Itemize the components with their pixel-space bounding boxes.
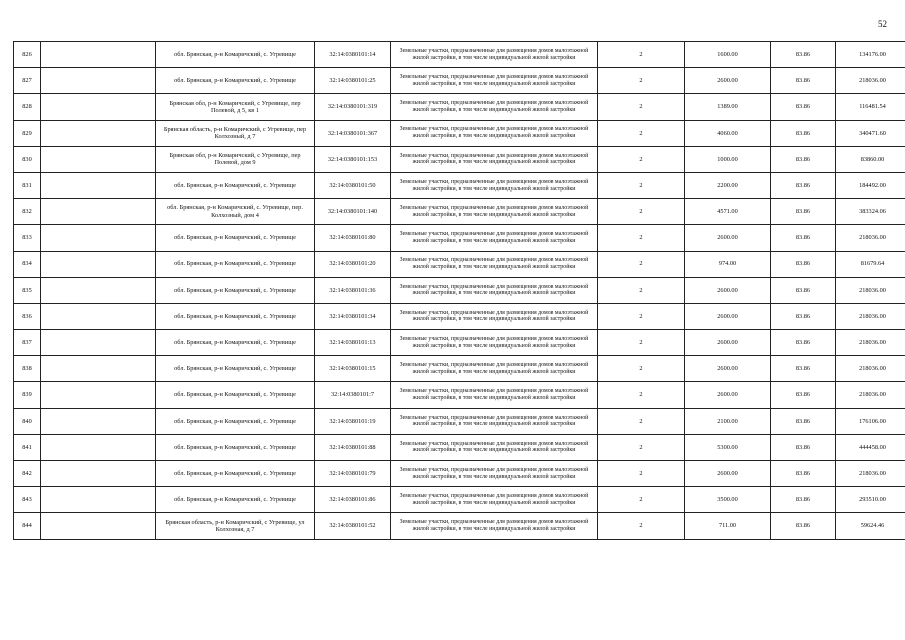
- value-cell: 218036.00: [836, 225, 905, 251]
- rate-cell: 83.86: [771, 330, 836, 356]
- rate-cell: 83.86: [771, 68, 836, 94]
- cadastral-number-cell: 32:14:0380101:80: [315, 225, 391, 251]
- address-cell: Брянская область, р-н Комаричский, с Угревище, пер Колхозный, д 7: [156, 120, 315, 146]
- row-number: 835: [14, 277, 41, 303]
- address-cell: обл. Брянская, р-н Комаричский, с. Угревище: [156, 382, 315, 408]
- row-number: 827: [14, 68, 41, 94]
- area-cell: 974.00: [685, 251, 771, 277]
- row-number: 826: [14, 42, 41, 68]
- land-use-cell: Земельные участки, предназначенные для размещения домов малоэтажной жилой застройки, в том числе индивидуальной жилой застройки: [391, 434, 598, 460]
- address-cell: обл. Брянская, р-н Комаричский, с. Угревище: [156, 42, 315, 68]
- table-row: [14, 356, 905, 382]
- cadastral-number-cell: 32:14:0380101:153: [315, 146, 391, 172]
- table-row: [14, 251, 905, 277]
- value-cell: 218036.00: [836, 330, 905, 356]
- cadastral-number-cell: 32:14:0380101:50: [315, 172, 391, 198]
- address-cell: обл. Брянская, р-н Комаричский, с. Угревище: [156, 356, 315, 382]
- table-row: [14, 330, 905, 356]
- value-cell: 444458.00: [836, 434, 905, 460]
- row-number: 831: [14, 172, 41, 198]
- address-cell: Брянская обл, р-н Комаричский, с Угревище, пер Полевой, дом 9: [156, 146, 315, 172]
- area-cell: 2600.00: [685, 382, 771, 408]
- value-cell: 116481.54: [836, 94, 905, 120]
- table-row: [14, 146, 905, 172]
- empty-cell: [41, 94, 156, 120]
- row-number: 842: [14, 461, 41, 487]
- table-row: [14, 434, 905, 460]
- rate-cell: 83.86: [771, 277, 836, 303]
- land-use-cell: Земельные участки, предназначенные для размещения домов малоэтажной жилой застройки, в том числе индивидуальной жилой застройки: [391, 120, 598, 146]
- empty-cell: [41, 434, 156, 460]
- row-number: 843: [14, 487, 41, 513]
- cadastral-number-cell: 32:14:0380101:19: [315, 408, 391, 434]
- land-use-cell: Земельные участки, предназначенные для размещения домов малоэтажной жилой застройки, в том числе индивидуальной жилой застройки: [391, 513, 598, 539]
- land-use-cell: Земельные участки, предназначенные для размещения домов малоэтажной жилой застройки, в том числе индивидуальной жилой застройки: [391, 42, 598, 68]
- value-cell: 218036.00: [836, 68, 905, 94]
- row-number: 841: [14, 434, 41, 460]
- area-cell: 1000.00: [685, 146, 771, 172]
- table-row: [14, 303, 905, 329]
- area-cell: 1600.00: [685, 42, 771, 68]
- category-cell: 2: [598, 225, 685, 251]
- land-use-cell: Земельные участки, предназначенные для размещения домов малоэтажной жилой застройки, в том числе индивидуальной жилой застройки: [391, 68, 598, 94]
- empty-cell: [41, 277, 156, 303]
- address-cell: обл. Брянская, р-н Комаричский, с. Угревище: [156, 277, 315, 303]
- area-cell: 2600.00: [685, 461, 771, 487]
- rate-cell: 83.86: [771, 461, 836, 487]
- category-cell: 2: [598, 172, 685, 198]
- land-use-cell: Земельные участки, предназначенные для размещения домов малоэтажной жилой застройки, в том числе индивидуальной жилой застройки: [391, 225, 598, 251]
- address-cell: обл. Брянская, р-н Комаричский, с. Угревище: [156, 68, 315, 94]
- value-cell: 184492.00: [836, 172, 905, 198]
- empty-cell: [41, 513, 156, 539]
- rate-cell: 83.86: [771, 487, 836, 513]
- empty-cell: [41, 172, 156, 198]
- cadastral-number-cell: 32:14:0380101:86: [315, 487, 391, 513]
- table-row: [14, 120, 905, 146]
- value-cell: 218036.00: [836, 277, 905, 303]
- area-cell: 2600.00: [685, 330, 771, 356]
- rate-cell: 83.86: [771, 120, 836, 146]
- area-cell: 2600.00: [685, 68, 771, 94]
- category-cell: 2: [598, 120, 685, 146]
- table-row: [14, 225, 905, 251]
- table-row: [14, 277, 905, 303]
- rate-cell: 83.86: [771, 251, 836, 277]
- cadastral-number-cell: 32:14:0380101:88: [315, 434, 391, 460]
- area-cell: 2600.00: [685, 225, 771, 251]
- land-use-cell: Земельные участки, предназначенные для размещения домов малоэтажной жилой застройки, в том числе индивидуальной жилой застройки: [391, 487, 598, 513]
- address-cell: обл. Брянская, р-н Комаричский, с. Угревище: [156, 461, 315, 487]
- land-use-cell: Земельные участки, предназначенные для размещения домов малоэтажной жилой застройки, в том числе индивидуальной жилой застройки: [391, 277, 598, 303]
- category-cell: 2: [598, 42, 685, 68]
- empty-cell: [41, 356, 156, 382]
- table-row: [14, 172, 905, 198]
- value-cell: 218036.00: [836, 356, 905, 382]
- category-cell: 2: [598, 68, 685, 94]
- land-use-cell: Земельные участки, предназначенные для размещения домов малоэтажной жилой застройки, в том числе индивидуальной жилой застройки: [391, 356, 598, 382]
- row-number: 828: [14, 94, 41, 120]
- empty-cell: [41, 487, 156, 513]
- rate-cell: 83.86: [771, 199, 836, 225]
- category-cell: 2: [598, 487, 685, 513]
- value-cell: 383324.06: [836, 199, 905, 225]
- cadastral-number-cell: 32:14:0380101:13: [315, 330, 391, 356]
- value-cell: 83860.00: [836, 146, 905, 172]
- area-cell: 5300.00: [685, 434, 771, 460]
- area-cell: 2600.00: [685, 277, 771, 303]
- address-cell: обл. Брянская, р-н Комаричский, с. Угревище: [156, 251, 315, 277]
- row-number: 836: [14, 303, 41, 329]
- rate-cell: 83.86: [771, 225, 836, 251]
- row-number: 839: [14, 382, 41, 408]
- cadastral-number-cell: 32:14:0380101:36: [315, 277, 391, 303]
- rate-cell: 83.86: [771, 356, 836, 382]
- address-cell: обл. Брянская, р-н Комаричский, с. Угревище: [156, 487, 315, 513]
- area-cell: 1389.00: [685, 94, 771, 120]
- rate-cell: 83.86: [771, 513, 836, 539]
- rate-cell: 83.86: [771, 408, 836, 434]
- rate-cell: 83.86: [771, 94, 836, 120]
- value-cell: 293510.00: [836, 487, 905, 513]
- land-use-cell: Земельные участки, предназначенные для размещения домов малоэтажной жилой застройки, в том числе индивидуальной жилой застройки: [391, 303, 598, 329]
- category-cell: 2: [598, 94, 685, 120]
- area-cell: 2600.00: [685, 303, 771, 329]
- row-number: 829: [14, 120, 41, 146]
- page-number: 52: [878, 19, 887, 29]
- table-row: [14, 68, 905, 94]
- category-cell: 2: [598, 277, 685, 303]
- cadastral-number-cell: 32:14:0380101:367: [315, 120, 391, 146]
- empty-cell: [41, 225, 156, 251]
- table-row: [14, 42, 905, 68]
- area-cell: 2100.00: [685, 408, 771, 434]
- category-cell: 2: [598, 461, 685, 487]
- address-cell: обл. Брянская, р-н Комаричский, с. Угревище: [156, 225, 315, 251]
- cadastral-number-cell: 32:14:0380101:25: [315, 68, 391, 94]
- rate-cell: 83.86: [771, 382, 836, 408]
- table-row: [14, 94, 905, 120]
- land-use-cell: Земельные участки, предназначенные для размещения домов малоэтажной жилой застройки, в том числе индивидуальной жилой застройки: [391, 330, 598, 356]
- empty-cell: [41, 42, 156, 68]
- land-use-cell: Земельные участки, предназначенные для размещения домов малоэтажной жилой застройки, в том числе индивидуальной жилой застройки: [391, 172, 598, 198]
- land-use-cell: Земельные участки, предназначенные для размещения домов малоэтажной жилой застройки, в том числе индивидуальной жилой застройки: [391, 251, 598, 277]
- area-cell: 4060.00: [685, 120, 771, 146]
- value-cell: 218036.00: [836, 461, 905, 487]
- area-cell: 2600.00: [685, 356, 771, 382]
- category-cell: 2: [598, 513, 685, 539]
- address-cell: обл. Брянская, р-н Комаричский, с. Угревище: [156, 303, 315, 329]
- table-row: [14, 408, 905, 434]
- area-cell: 4571.00: [685, 199, 771, 225]
- land-use-cell: Земельные участки, предназначенные для размещения домов малоэтажной жилой застройки, в том числе индивидуальной жилой застройки: [391, 382, 598, 408]
- row-number: 840: [14, 408, 41, 434]
- rate-cell: 83.86: [771, 434, 836, 460]
- table-row: [14, 461, 905, 487]
- address-cell: обл. Брянская, р-н Комаричский, с. Угревище: [156, 172, 315, 198]
- row-number: 833: [14, 225, 41, 251]
- table-body: [14, 42, 905, 540]
- value-cell: 59624.46: [836, 513, 905, 539]
- empty-cell: [41, 120, 156, 146]
- land-use-cell: Земельные участки, предназначенные для размещения домов малоэтажной жилой застройки, в том числе индивидуальной жилой застройки: [391, 94, 598, 120]
- category-cell: 2: [598, 434, 685, 460]
- cadastral-number-cell: 32:14:0380101:14: [315, 42, 391, 68]
- cadastral-number-cell: 32:14:0380101:7: [315, 382, 391, 408]
- value-cell: 134176.00: [836, 42, 905, 68]
- area-cell: 711.00: [685, 513, 771, 539]
- land-use-cell: Земельные участки, предназначенные для размещения домов малоэтажной жилой застройки, в том числе индивидуальной жилой застройки: [391, 408, 598, 434]
- category-cell: 2: [598, 408, 685, 434]
- rate-cell: 83.86: [771, 172, 836, 198]
- address-cell: обл. Брянская, р-н Комаричский, с. Угревище: [156, 408, 315, 434]
- address-cell: Брянская область, р-н Комаричский, с Угревище, ул Колхозная, д 7: [156, 513, 315, 539]
- row-number: 838: [14, 356, 41, 382]
- table-row: [14, 199, 905, 225]
- cadastral-number-cell: 32:14:0380101:52: [315, 513, 391, 539]
- empty-cell: [41, 251, 156, 277]
- category-cell: 2: [598, 356, 685, 382]
- land-use-cell: Земельные участки, предназначенные для размещения домов малоэтажной жилой застройки, в том числе индивидуальной жилой застройки: [391, 199, 598, 225]
- address-cell: обл. Брянская, р-н Комаричский, с. Угревище: [156, 330, 315, 356]
- row-number: 844: [14, 513, 41, 539]
- cadastral-number-cell: 32:14:0380101:79: [315, 461, 391, 487]
- empty-cell: [41, 303, 156, 329]
- cadastral-number-cell: 32:14:0380101:319: [315, 94, 391, 120]
- cadastral-number-cell: 32:14:0380101:34: [315, 303, 391, 329]
- land-use-cell: Земельные участки, предназначенные для размещения домов малоэтажной жилой застройки, в том числе индивидуальной жилой застройки: [391, 461, 598, 487]
- empty-cell: [41, 146, 156, 172]
- land-use-cell: Земельные участки, предназначенные для размещения домов малоэтажной жилой застройки, в том числе индивидуальной жилой застройки: [391, 146, 598, 172]
- value-cell: 340471.60: [836, 120, 905, 146]
- table-row: [14, 513, 905, 539]
- empty-cell: [41, 330, 156, 356]
- empty-cell: [41, 199, 156, 225]
- cadastral-number-cell: 32:14:0380101:140: [315, 199, 391, 225]
- address-cell: обл. Брянская, р-н Комаричский, с. Угревище, пер. Колхозный, дом 4: [156, 199, 315, 225]
- table-row: [14, 382, 905, 408]
- area-cell: 2200.00: [685, 172, 771, 198]
- row-number: 830: [14, 146, 41, 172]
- empty-cell: [41, 382, 156, 408]
- address-cell: обл. Брянская, р-н Комаричский, с. Угревище: [156, 434, 315, 460]
- address-cell: Брянская обл, р-н Комаричский, с Угревище, пер Полевой, д 5, кв 1: [156, 94, 315, 120]
- rate-cell: 83.86: [771, 42, 836, 68]
- empty-cell: [41, 68, 156, 94]
- cadastral-number-cell: 32:14:0380101:15: [315, 356, 391, 382]
- value-cell: 218036.00: [836, 382, 905, 408]
- empty-cell: [41, 408, 156, 434]
- cadastral-number-cell: 32:14:0380101:20: [315, 251, 391, 277]
- empty-cell: [41, 461, 156, 487]
- row-number: 834: [14, 251, 41, 277]
- land-plot-table: [13, 41, 905, 540]
- category-cell: 2: [598, 146, 685, 172]
- row-number: 832: [14, 199, 41, 225]
- value-cell: 81679.64: [836, 251, 905, 277]
- row-number: 837: [14, 330, 41, 356]
- rate-cell: 83.86: [771, 146, 836, 172]
- category-cell: 2: [598, 199, 685, 225]
- area-cell: 3500.00: [685, 487, 771, 513]
- category-cell: 2: [598, 382, 685, 408]
- category-cell: 2: [598, 330, 685, 356]
- category-cell: 2: [598, 303, 685, 329]
- table-row: [14, 487, 905, 513]
- value-cell: 176106.00: [836, 408, 905, 434]
- rate-cell: 83.86: [771, 303, 836, 329]
- category-cell: 2: [598, 251, 685, 277]
- value-cell: 218036.00: [836, 303, 905, 329]
